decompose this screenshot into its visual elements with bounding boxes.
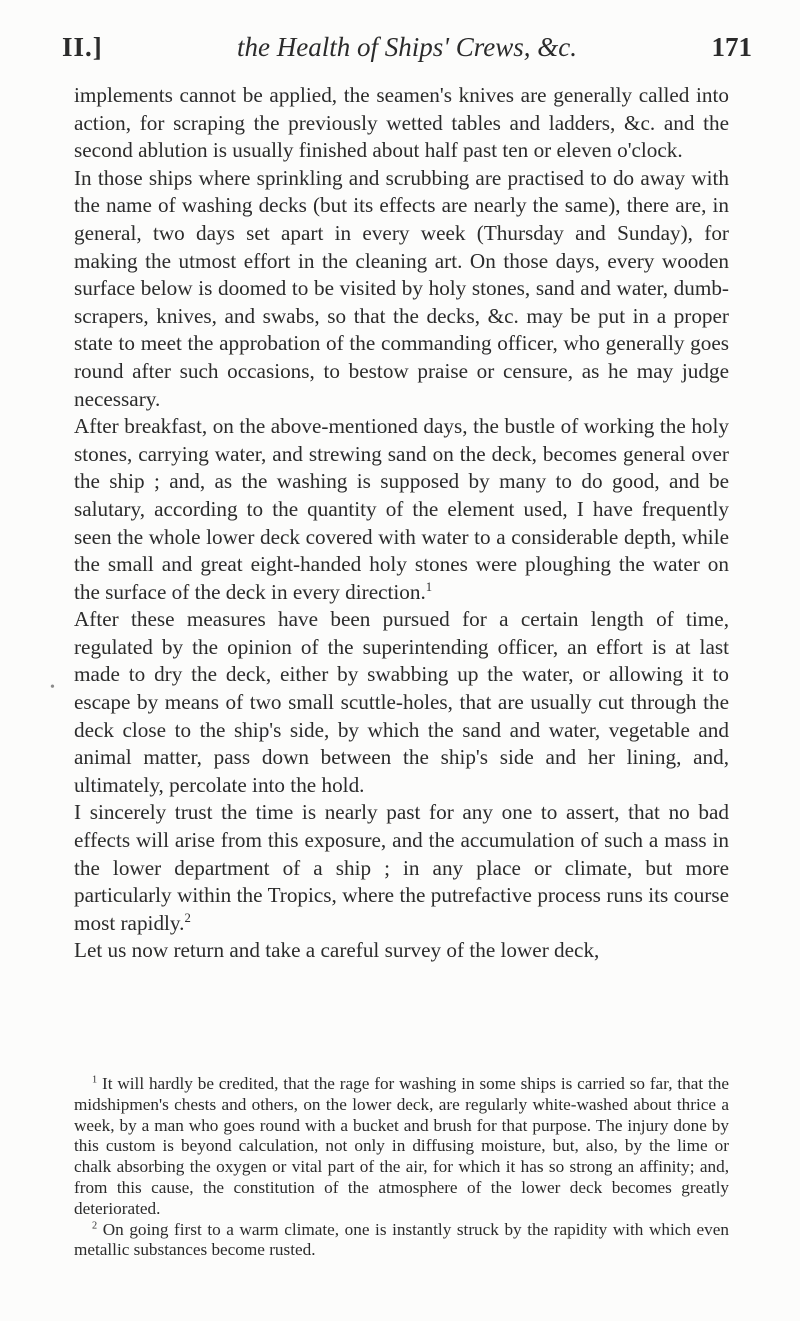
paragraph xyxy=(74,82,729,165)
footnote-text: It will hardly be credited, that the rage for washing in some ships is carried so far, that the midshipmen's chests and others, on the lower deck, are regularly white-washed about thrice a week, by a man who goes round with a bucket and brush for that purpose. The injury done by this custom is beyond calculation, not only in diffusing moisture, but, also, by the lime or chalk absorbing the oxygen or vital part of the air, for which it has so strong an affinity; and, from this cause, the constitution of the atmosphere of the lower deck becomes greatly deteriorated. xyxy=(74,1074,729,1218)
paragraph-text: In those ships where sprinkling and scrubbing are practised to do away with the name of washing decks (but its effects are nearly the same), there are, in general, two days set apart in every week (Thursday and Sunday), for making the utmost effort in the cleaning art. On those days, every wooden surface below is doomed to be visited by holy stones, sand and water, dumb-scrapers, knives, and swabs, so that the decks, &c. may be put in a proper state to meet the approbation of the commanding officer, who generally goes round after such occasions, to bestow praise or censure, as he may judge necessary. xyxy=(74,165,729,411)
footnotes xyxy=(74,1074,729,1261)
paragraph-text: Let us now return and take a careful survey of the lower deck, xyxy=(74,938,600,963)
margin-speck: • xyxy=(50,680,55,695)
paragraph xyxy=(74,937,729,965)
paragraph-text: After breakfast, on the above-mentioned days, the bustle of working the holy stones, carrying water, and strewing sand on the deck, becomes general over the ship ; and, as the washing is supposed by many to do good, and be salutary, according to the quantity of the element used, I have frequently seen the whole lower deck covered with water to a considerable depth, while the small and great eight-handed holy stones were ploughing the water on the surface of the deck in every direction. xyxy=(74,414,729,604)
footnote-reference: 2 xyxy=(184,910,191,925)
footnote-marker: 1 xyxy=(92,1074,98,1086)
paragraph xyxy=(74,606,729,799)
body-text xyxy=(74,82,729,965)
page-number: 171 xyxy=(711,32,752,62)
paragraph xyxy=(74,165,729,413)
footnote-reference: 1 xyxy=(425,579,433,594)
footnote-marker: 2 xyxy=(92,1219,98,1231)
paragraph xyxy=(74,799,729,937)
running-title: the Health of Ships' Crews, &c. xyxy=(236,32,577,62)
running-head xyxy=(62,32,752,72)
paragraph-text: I sincerely trust the time is nearly past for any one to assert, that no bad effects will arise from this exposure, and the accumulation of such a mass in the lower department of a ship ; in any place or climate, but more particularly within the Tropics, where the putrefactive process runs its course most rapidly. xyxy=(74,800,729,935)
footnote xyxy=(74,1074,729,1220)
footnote-text: On going first to a warm climate, one is instantly struck by the rapidity with which even metallic substances become rusted. xyxy=(74,1219,729,1260)
paragraph-text: After these measures have been pursued for a certain length of time, regulated by the opinion of the superintending officer, an effort is at last made to dry the deck, either by swabbing up the water, or allowing it to escape by means of two small scuttle-holes, that are usually cut through the deck close to the ship's side, by which the sand and water, vegetable and animal matter, pass down between the ship's side and her lining, and, ultimately, percolate into the hold. xyxy=(74,607,729,797)
chapter-marker: II.] xyxy=(62,32,103,62)
paragraph-text: implements cannot be applied, the seamen's knives are generally called into action, for scraping the previously wetted tables and ladders, &c. and the second ablution is usually finished about half past ten or eleven o'clock. xyxy=(74,83,729,163)
footnote xyxy=(74,1220,729,1262)
paragraph xyxy=(74,413,729,606)
